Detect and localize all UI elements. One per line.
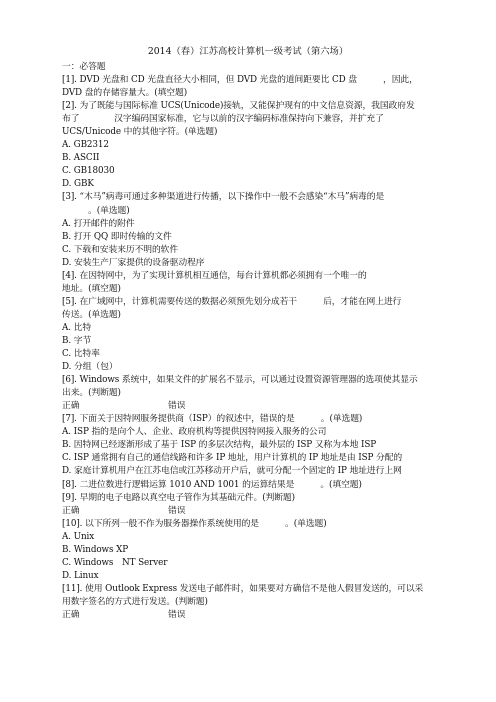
text-line: [4]. 在因特网中，为了实现计算机相互通信，每台计算机都必须拥有一个唯一的 bbox=[62, 270, 367, 281]
text-line: 地址。(填空题) bbox=[62, 283, 121, 294]
answer-false: 错误 bbox=[168, 505, 186, 516]
option-a: A. ISP 指的是向个人、企业、政府机构等提供因特网接入服务的公司 bbox=[62, 427, 327, 438]
text-line: [5]. 在广域网中，计算机需要传送的数据必须预先划分成若干 后，才能在网上进行 bbox=[62, 296, 402, 307]
true-false-answers bbox=[62, 505, 434, 518]
answer-true: 正确 bbox=[62, 505, 80, 516]
section-heading: 一：必答题 bbox=[62, 62, 106, 72]
document-page bbox=[62, 44, 434, 622]
text-line: [6]. Windows 系统中，如果文件的扩展名不显示，可以通过设置资源管理器的选项使其显示 bbox=[62, 375, 418, 386]
option-c: C. ISP 通常拥有自己的通信线路和许多 IP 地址，用户计算机的 IP 地址是由 ISP 分配的 bbox=[62, 453, 403, 464]
option-c: C. Windows NT Server bbox=[62, 557, 168, 568]
answer-false: 错误 bbox=[168, 401, 186, 412]
answer-false: 错误 bbox=[168, 609, 186, 620]
option-c: C. 比特率 bbox=[62, 349, 100, 360]
option-b: B. 字节 bbox=[62, 335, 92, 346]
text-line: [11]. 使用 Outlook Express 发送电子邮件时，如果要对方确信不是他人假冒发送的，可以采 bbox=[62, 583, 424, 594]
question-block-2 bbox=[62, 413, 434, 504]
true-false-answers bbox=[62, 609, 434, 622]
option-d: D. 分组（包） bbox=[62, 362, 118, 373]
true-false-answers bbox=[62, 400, 434, 413]
option-a: A. 打开邮件的附件 bbox=[62, 218, 135, 229]
text-line: 用数字签名的方式进行发送。(判断题) bbox=[62, 596, 208, 607]
option-b: B. 打开 QQ 即时传输的文件 bbox=[62, 231, 172, 242]
option-d: D. Linux bbox=[62, 570, 99, 581]
option-c: C. 下载和安装来历不明的软件 bbox=[62, 244, 179, 255]
option-b: B. Windows XP bbox=[62, 544, 129, 555]
text-line: [9]. 早期的电子电路以真空电子管作为其基础元件。(判断题) bbox=[62, 492, 295, 503]
answer-true: 正确 bbox=[62, 609, 80, 620]
option-a: A. 比特 bbox=[62, 322, 92, 333]
option-a: A. GB2312 bbox=[62, 140, 109, 151]
answer-true: 正确 bbox=[62, 401, 80, 412]
option-b: B. ASCII bbox=[62, 153, 100, 164]
text-line: UCS/Unicode 中的其他字符。(单选题) bbox=[62, 127, 218, 138]
text-line: [10]. 以下所列一般不作为服务器操作系统使用的是 。(单选题) bbox=[62, 518, 327, 529]
text-line: [3]. “木马”病毒可通过多种渠道进行传播，以下操作中一般不会感染“木马”病毒的是 bbox=[62, 192, 385, 203]
text-line: [7]. 下面关于因特网服务提供商（ISP）的叙述中，错误的是 。(单选题) bbox=[62, 414, 363, 425]
text-line: 出来。(判断题) bbox=[62, 388, 121, 399]
option-d: D. GBK bbox=[62, 179, 94, 190]
text-line: 布了 汉字编码国家标准，它与以前的汉字编码标准保持向下兼容，并扩充了 bbox=[62, 114, 384, 125]
text-line: [2]. 为了既能与国际标准 UCS(Unicode)接轨，又能保护现有的中文信息资源，我国政府发 bbox=[62, 101, 415, 112]
text-line: DVD 盘的存储容量大。(填空题) bbox=[62, 88, 188, 99]
page-title: 2014（春）江苏高校计算机一级考试（第六场） bbox=[147, 46, 349, 57]
text-line: 。(单选题) bbox=[62, 205, 130, 216]
option-d: D. 家庭计算机用户在江苏电信或江苏移动开户后，就可分配一个固定的 IP 地址进行上网 bbox=[62, 466, 402, 477]
question-block-3 bbox=[62, 518, 434, 609]
option-d: D. 安装生产厂家提供的设备驱动程序 bbox=[62, 257, 205, 268]
option-a: A. Unix bbox=[62, 531, 95, 542]
question-block-1 bbox=[62, 74, 434, 400]
option-c: C. GB18030 bbox=[62, 166, 115, 177]
text-line: [8]. 二进位数进行逻辑运算 1010 AND 1001 的运算结果是 。(填空题) bbox=[62, 479, 362, 490]
text-line: [1]. DVD 光盘和 CD 光盘直径大小相同，但 DVD 光盘的道间距要比 CD 盘 ，因此， bbox=[62, 75, 418, 86]
option-b: B. 因特网已经逐渐形成了基于 ISP 的多层次结构，最外层的 ISP 又称为本地 ISP bbox=[62, 440, 377, 451]
text-line: 传送。(单选题) bbox=[62, 309, 121, 320]
